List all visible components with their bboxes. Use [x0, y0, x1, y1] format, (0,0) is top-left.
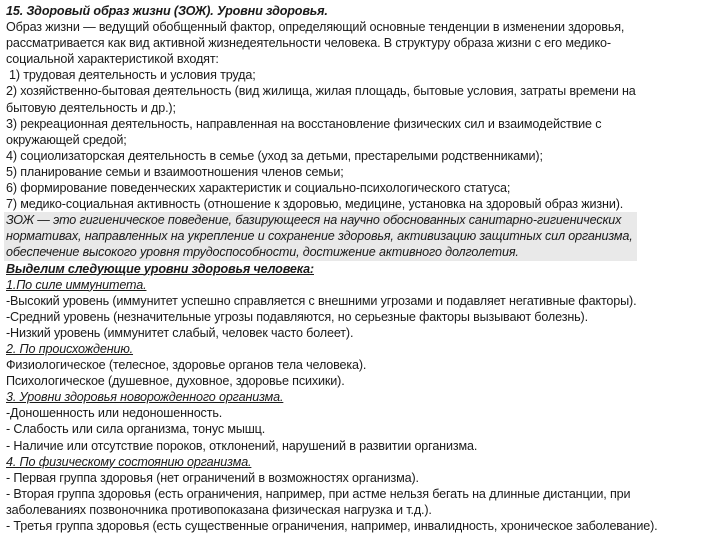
intro-paragraph: [6, 19, 718, 67]
section-line: Психологическое (душевное, духовное, здоровье психики).: [6, 374, 345, 389]
section-origin: [6, 341, 718, 389]
section-immunity: [6, 277, 718, 341]
section-heading: 4. По физическому состоянию организма.: [6, 454, 252, 469]
structure-item: 6) формирование поведенческих характеристик и социально-психологического статуса;: [6, 181, 511, 196]
section-line: - Первая группа здоровья (нет ограничений в возможностях организма).: [6, 470, 419, 485]
section-line: - Третья группа здоровья (есть существенные ограничения, например, инвалидность, хроническое заболевание).: [6, 519, 658, 533]
structure-item: 1) трудовая деятельность и условия труда;: [9, 68, 256, 83]
structure-item: 2) хозяйственно-бытовая деятельность (вид жилища, жилая площадь, бытовые условия, затраты времени на: [6, 84, 636, 99]
zoj-line: ЗОЖ — это гигиеническое поведение, базирующееся на научно обоснованных санитарно-гигиенических: [6, 213, 622, 228]
intro-line: социальной характеристикой входят:: [6, 52, 219, 67]
intro-line: Образ жизни — ведущий обобщенный фактор, определяющий основные тенденции в изменении здоровья,: [6, 20, 625, 35]
section-newborn: [6, 389, 718, 453]
section-line: -Доношенность или недоношенность.: [6, 406, 223, 421]
structure-item: 3) рекреационная деятельность, направленная на восстановление физических сил и взаимодействие с: [6, 116, 602, 131]
section-heading: 2. По происхождению.: [6, 341, 134, 356]
structure-item: 7) медико-социальная активность (отношение к здоровью, медицине, установка на здоровый образ жизни).: [6, 197, 624, 212]
zoj-definition: [4, 212, 637, 260]
zoj-line: нормативах, направленных на укрепление и сохранение здоровья, активизацию защитных сил организма,: [6, 229, 633, 244]
structure-item: 4) социолизаторская деятельность в семье (уход за детьми, престарелыми родственниками);: [6, 148, 543, 163]
section-line: -Средний уровень (незначительные угрозы подавляются, но серьезные факторы вызывают болезнь).: [6, 309, 588, 324]
structure-item: окружающей средой;: [6, 132, 127, 147]
section-line: - Слабость или сила организма, тонус мышц.: [6, 422, 266, 437]
section-heading: 3. Уровни здоровья новорожденного организма.: [6, 390, 284, 405]
section-line: заболеваниях позвоночника противопоказана физическая нагрузка и т.д.).: [6, 502, 432, 517]
intro-line: рассматривается как вид активной жизнедеятельности человека. В структуру образа жизни с его медико-: [6, 36, 611, 51]
structure-list: [6, 67, 718, 212]
section-line: Физиологическое (телесное, здоровье органов тела человека).: [6, 358, 367, 373]
structure-item: 5) планирование семьи и взаимоотношения членов семьи;: [6, 164, 344, 179]
section-heading: 1.По силе иммунитета.: [6, 277, 147, 292]
document-page: [6, 3, 718, 534]
levels-heading: Выделим следующие уровни здоровья человека:: [6, 261, 314, 276]
section-line: - Наличие или отсутствие пороков, отклонений, нарушений в развитии организма.: [6, 438, 478, 453]
zoj-line: обеспечение высокого уровня трудоспособности, достижение активного долголетия.: [6, 245, 519, 260]
document-title: 15. Здоровый образ жизни (ЗОЖ). Уровни здоровья.: [6, 4, 328, 18]
section-line: -Высокий уровень (иммунитет успешно справляется с внешними угрозами и подавляет негативные факторы).: [6, 293, 637, 308]
section-line: -Низкий уровень (иммунитет слабый, человек часто болеет).: [6, 325, 354, 340]
section-physical-state: [6, 454, 718, 534]
structure-item: бытовую деятельность и др.);: [6, 100, 176, 115]
section-line: - Вторая группа здоровья (есть ограничения, например, при астме нельзя бегать на длинные дистанции, при: [6, 486, 631, 501]
